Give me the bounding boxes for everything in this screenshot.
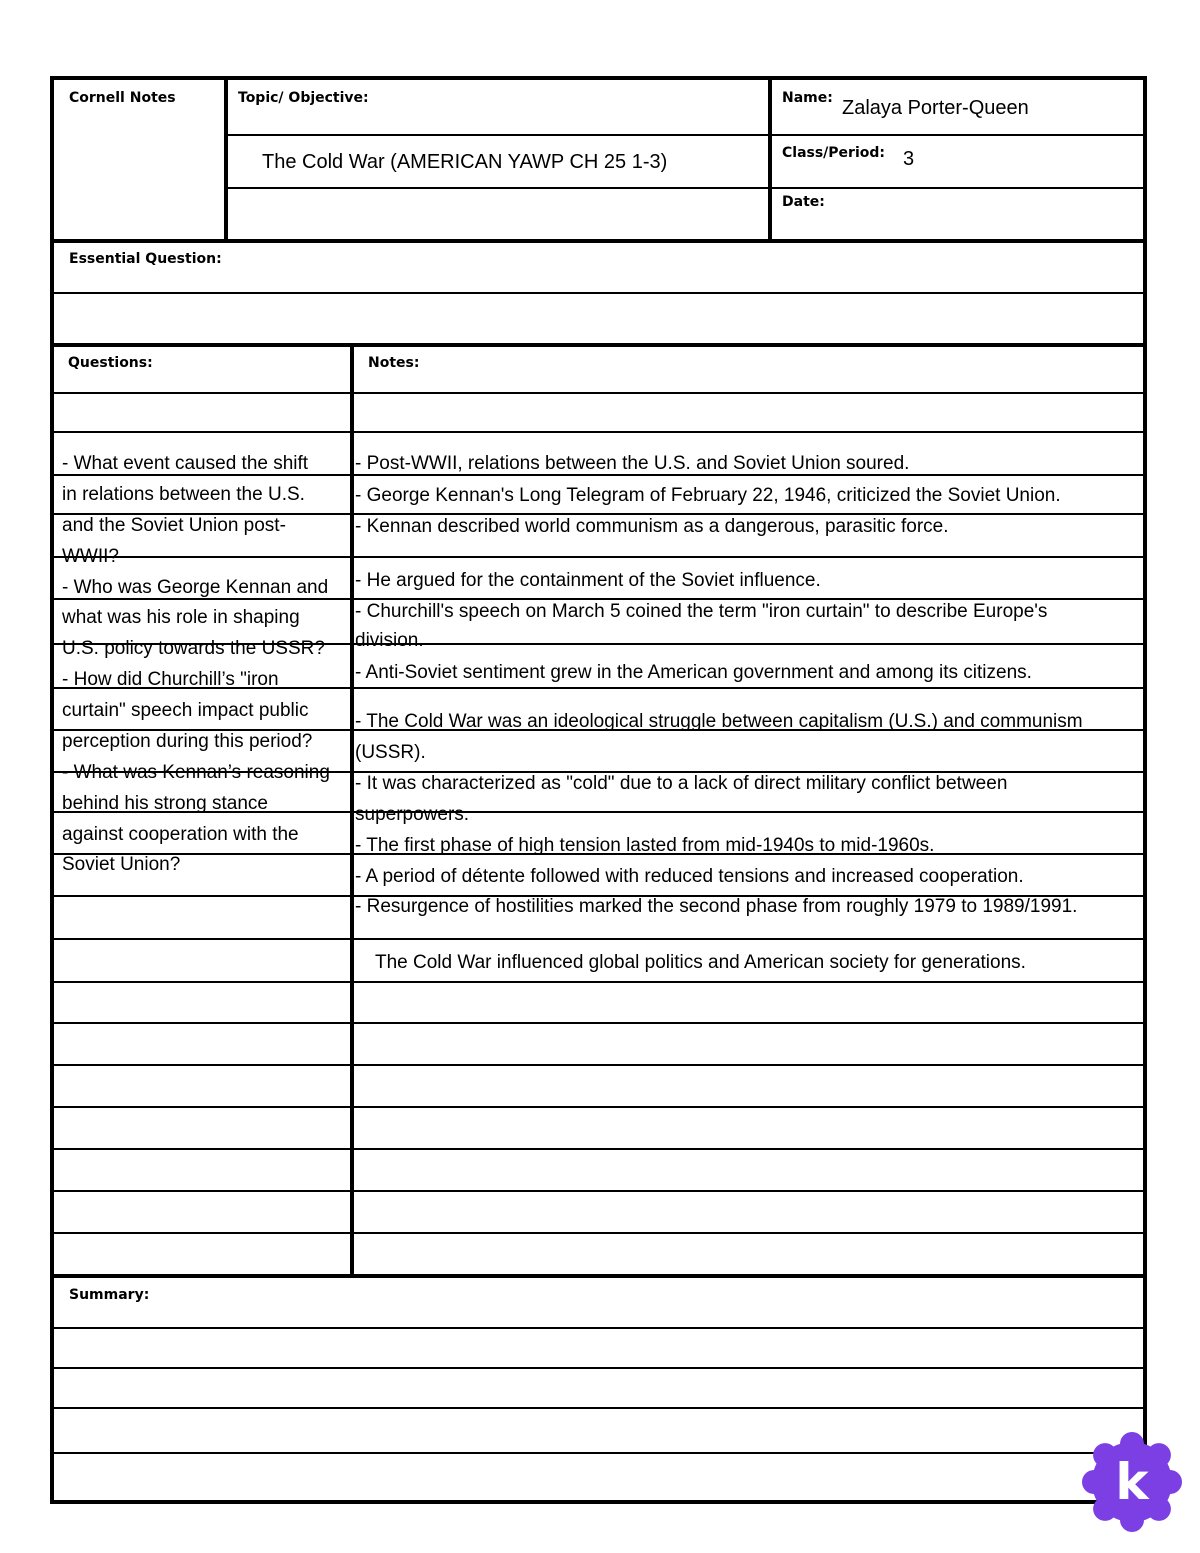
- topic-label: Topic/ Objective:: [238, 90, 369, 106]
- topic-value: The Cold War (AMERICAN YAWP CH 25 1-3): [262, 151, 668, 173]
- note-line: - Kennan described world communism as a dangerous, parasitic force.: [355, 516, 949, 537]
- header-divider-left: [224, 80, 228, 242]
- summary-rule: [54, 1327, 1143, 1329]
- name-rule: [772, 134, 1143, 136]
- note-line: - A period of détente followed with reduced tensions and increased cooperation.: [355, 866, 1024, 887]
- note-line: - He argued for the containment of the Soviet influence.: [355, 570, 821, 591]
- question-line: U.S. policy towards the USSR?: [62, 638, 325, 659]
- kami-logo-icon: [1082, 1432, 1182, 1532]
- row-rule: [54, 938, 1143, 940]
- row-rule: [54, 1232, 1143, 1234]
- logo-letter: k: [1115, 1453, 1149, 1511]
- question-line: in relations between the U.S.: [62, 484, 305, 505]
- question-line: behind his strong stance: [62, 793, 268, 814]
- question-line: against cooperation with the: [62, 824, 299, 845]
- note-line: - It was characterized as "cold" due to a lack of direct military conflict between: [355, 773, 1008, 794]
- note-line: - George Kennan's Long Telegram of February 22, 1946, criticized the Soviet Union.: [355, 485, 1061, 506]
- row-rule: [54, 392, 1143, 394]
- row-rule: [54, 981, 1143, 983]
- notes-bottom-rule: [54, 1274, 1143, 1278]
- row-rule: [54, 556, 1143, 558]
- class-period-label: Class/Period:: [782, 145, 885, 161]
- note-line: - The first phase of high tension lasted from mid-1940s to mid-1960s.: [355, 835, 935, 856]
- notes-label: Notes:: [368, 355, 420, 371]
- questions-label: Questions:: [68, 355, 153, 371]
- question-line: - How did Churchill’s "iron: [62, 669, 279, 690]
- header-bottom-rule: [54, 239, 1143, 243]
- question-line: and the Soviet Union post-: [62, 515, 286, 536]
- note-line: - Churchill's speech on March 5 coined the term "iron curtain" to describe Europe's: [355, 601, 1048, 622]
- question-line: - What event caused the shift: [62, 453, 309, 474]
- question-line: WWII?: [62, 546, 119, 567]
- question-line: perception during this period?: [62, 731, 313, 752]
- row-rule: [54, 1064, 1143, 1066]
- note-line: The Cold War influenced global politics and American society for generations.: [375, 952, 1026, 973]
- essential-rule: [54, 292, 1143, 294]
- essential-bottom-rule: [54, 343, 1143, 347]
- name-value: Zalaya Porter-Queen: [842, 97, 1029, 119]
- note-line: - Post-WWII, relations between the U.S. and Soviet Union soured.: [355, 453, 910, 474]
- row-rule: [54, 1022, 1143, 1024]
- note-line: - Resurgence of hostilities marked the second phase from roughly 1979 to 1989/1991.: [355, 896, 1078, 917]
- row-rule: [54, 431, 1143, 433]
- summary-rule: [54, 1367, 1143, 1369]
- summary-rule: [54, 1452, 1143, 1454]
- topic-rule-2: [228, 187, 768, 189]
- essential-question-label: Essential Question:: [69, 251, 222, 267]
- row-rule: [54, 1148, 1143, 1150]
- note-line: - The Cold War was an ideological struggle between capitalism (U.S.) and communism: [355, 711, 1083, 732]
- header-divider-right: [768, 80, 772, 242]
- note-line: - Anti-Soviet sentiment grew in the American government and among its citizens.: [355, 662, 1032, 683]
- class-rule: [772, 187, 1143, 189]
- date-label: Date:: [782, 194, 825, 210]
- question-line: Soviet Union?: [62, 854, 181, 875]
- note-line: superpowers.: [355, 804, 470, 825]
- row-rule: [54, 1106, 1143, 1108]
- question-line: what was his role in shaping: [62, 607, 300, 628]
- summary-rule: [54, 1407, 1143, 1409]
- note-line: division.: [355, 630, 424, 651]
- class-period-value: 3: [903, 148, 915, 170]
- summary-label: Summary:: [69, 1287, 150, 1303]
- topic-rule-1: [228, 134, 768, 136]
- note-line: (USSR).: [355, 742, 426, 763]
- cornell-notes-label: Cornell Notes: [69, 90, 176, 106]
- name-label: Name:: [782, 90, 833, 106]
- question-line: - What was Kennan’s reasoning: [62, 762, 330, 783]
- question-line: - Who was George Kennan and: [62, 577, 329, 598]
- row-rule: [54, 1190, 1143, 1192]
- question-line: curtain" speech impact public: [62, 700, 309, 721]
